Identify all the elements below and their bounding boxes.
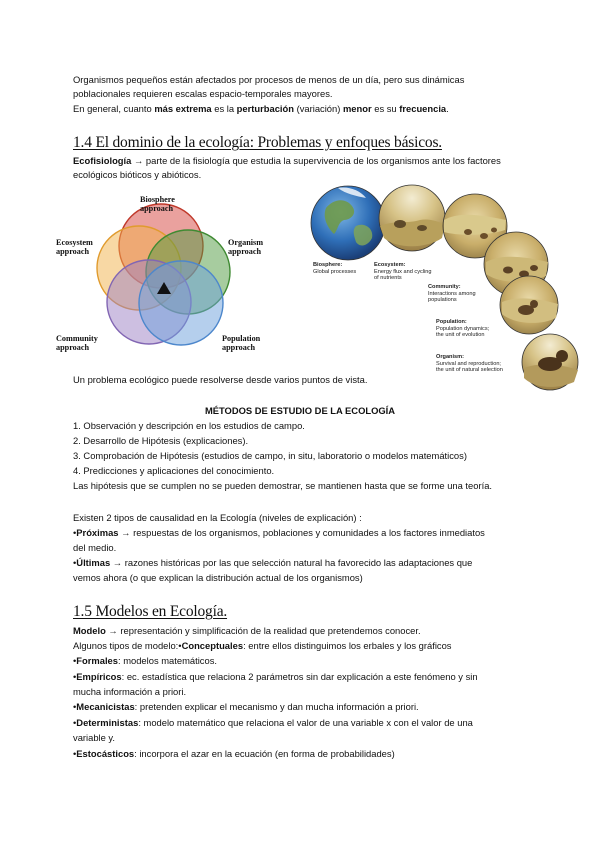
mecanicistas-term: Mecanicistas	[76, 701, 135, 712]
section-14-title: 1.4 El dominio de la ecología: Problemas y enfoques básicos.	[73, 134, 442, 151]
organism-closeup-image	[522, 334, 578, 390]
bullet: •	[178, 640, 182, 651]
model-estocasticos	[73, 747, 395, 761]
causality-proximas-line-2: del medio.	[73, 542, 117, 553]
methods-heading: MÉTODOS DE ESTUDIO DE LA ECOLOGÍA	[204, 405, 396, 416]
intro-bold: más extrema	[154, 103, 212, 114]
ultimas-term: Últimas	[76, 557, 111, 568]
intro-bold: menor	[342, 103, 372, 114]
ecofisiologia-line-1	[73, 154, 501, 168]
mecanicistas-def: : pretenden explicar el mecanismo y dan mucha información a priori.	[134, 701, 419, 712]
venn-label-line: approach	[56, 247, 90, 256]
intro-line-3	[73, 102, 449, 116]
model-empiricos-line-2: mucha información a priori.	[73, 686, 187, 697]
intro-bold: perturbación	[236, 103, 294, 114]
figure-label-desc: of nutrients	[374, 275, 402, 281]
deterministas-term: Deterministas	[76, 717, 139, 728]
causality-ultimas-line-2: vemos ahora (o que explican la distribución actual de los organismos)	[73, 572, 363, 583]
venn-label-line: approach	[228, 247, 262, 256]
model-deterministas-line-2: variable y.	[73, 732, 116, 743]
venn-label-line: approach	[222, 343, 256, 352]
modelo-term: Modelo	[73, 625, 106, 636]
section-15-title: 1.5 Modelos en Ecología.	[73, 603, 228, 620]
venn-label-biosphere	[140, 195, 175, 213]
globe-image	[311, 176, 385, 260]
ecofisiologia-line-2: ecológicos bióticos y abióticos.	[73, 169, 202, 180]
ecofisiologia-def: → parte de la fisiología que estudia la supervivencia de los organismos ante los factores	[131, 155, 501, 166]
proximas-term: Próximas	[76, 527, 119, 538]
venn-circle-population	[139, 261, 223, 345]
venn-label-line: Community	[56, 334, 98, 343]
figure-label-title: Population:	[436, 319, 467, 325]
venn-label-organism	[228, 238, 263, 256]
ecosystem-image	[379, 185, 445, 251]
venn-label-line: approach	[140, 204, 174, 213]
formales-term: Formales	[76, 655, 118, 666]
deterministas-def: : modelo matemático que relaciona el valor de una variable x con el valor de una	[138, 717, 473, 728]
estocasticos-def: : incorpora el azar en la ecuación (en forma de probabilidades)	[134, 748, 395, 759]
venn-label-community	[56, 334, 98, 352]
figure-label-desc: populations	[428, 297, 457, 303]
figure-label-desc: Interactions among	[428, 290, 476, 297]
causality-ultimas-line-1	[73, 556, 472, 570]
methods-item-2: 2. Desarrollo de Hipótesis (explicaciones).	[73, 435, 249, 446]
model-deterministas-line-1	[73, 716, 473, 730]
methods-item-3: 3. Comprobación de Hipótesis (estudios de campo, in situ, laboratorio o modelos matemáticos)	[73, 450, 467, 461]
types-intro: Algunos tipos de modelo:	[73, 640, 179, 651]
conceptuales-term: Conceptuales	[181, 640, 244, 651]
methods-item-4: 4. Predicciones y aplicaciones del conocimiento.	[73, 465, 275, 476]
modelo-definition	[73, 624, 421, 638]
modelo-def: → representación y simplificación de la realidad que pretendemos conocer.	[105, 625, 421, 636]
venn-label-ecosystem	[56, 238, 93, 256]
figure-label-organism	[436, 354, 503, 374]
bullet: •	[73, 717, 77, 728]
venn-label-population	[222, 334, 260, 352]
figure-label-desc: Population dynamics;	[436, 325, 490, 332]
methods-note: Las hipótesis que se cumplen no se pueden demostrar, se mantienen hasta que se forme una teoría.	[73, 480, 493, 491]
bullet: •	[73, 527, 77, 538]
figure-label-community	[428, 284, 476, 304]
model-mecanicistas	[73, 700, 419, 714]
intro-text: (variación)	[293, 103, 343, 114]
figure-label-desc: Global processes	[313, 268, 357, 275]
model-formales	[73, 654, 217, 668]
ecofisiologia-term: Ecofisiología	[73, 155, 132, 166]
bullet: •	[73, 671, 77, 682]
venn-label-line: approach	[56, 343, 90, 352]
empiricos-term: Empíricos	[76, 671, 122, 682]
estocasticos-term: Estocásticos	[76, 748, 135, 759]
bullet: •	[73, 655, 77, 666]
figure-label-biosphere	[313, 262, 356, 275]
figure-label-population	[436, 319, 489, 339]
figure-label-desc: Energy flux and cycling	[374, 268, 432, 275]
model-empiricos-line-1	[73, 670, 478, 684]
figure-label-title: Organism:	[436, 354, 464, 360]
intro-text: es la	[211, 103, 237, 114]
ultimas-def: → razones históricas por las que selección natural ha favorecido las adaptaciones que	[110, 557, 473, 568]
figure-label-desc: the unit of natural selection	[436, 367, 503, 373]
figure-label-title: Biosphere:	[313, 262, 343, 268]
venn-label-line: Population	[222, 334, 261, 343]
venn-label-line: Organism	[228, 238, 264, 247]
model-types-line	[73, 639, 452, 653]
figure-label-title: Ecosystem:	[374, 262, 406, 268]
venn-label-line: Ecosystem	[56, 238, 93, 247]
organism-image	[500, 276, 558, 334]
causality-proximas-line-1	[73, 526, 485, 540]
bullet: •	[73, 748, 77, 759]
methods-item-1: 1. Observación y descripción en los estudios de campo.	[73, 420, 305, 431]
formales-def: : modelos matemáticos.	[117, 655, 217, 666]
intro-line-2: poblacionales requieren escalas espacio-temporales mayores.	[73, 88, 333, 99]
intro-text: .	[446, 103, 449, 114]
empiricos-def: : ec. estadística que relaciona 2 parámetros sin dar explicación a este fenómeno y sin	[121, 671, 478, 682]
intro-line-1: Organismos pequeños están afectados por procesos de menos de un día, pero sus dinámicas	[73, 74, 465, 85]
causality-intro: Existen 2 tipos de causalidad en la Ecología (niveles de explicación) :	[73, 512, 362, 523]
intro-text: En general, cuanto	[73, 103, 155, 114]
conceptuales-def: : entre ellos distinguimos los erbales y los gráficos	[243, 640, 452, 651]
figure-label-desc: the unit of evolution	[436, 332, 485, 338]
proximas-def: → respuestas de los organismos, poblaciones y comunidades a los factores inmediatos	[118, 527, 485, 538]
intro-bold: frecuencia	[399, 103, 447, 114]
figure-caption: Un problema ecológico puede resolverse desde varios puntos de vista.	[73, 374, 368, 385]
intro-text: es su	[371, 103, 400, 114]
figure-label-ecosystem	[374, 262, 432, 282]
figure-label-desc: Survival and reproduction;	[436, 360, 501, 367]
figure-label-title: Community:	[428, 284, 461, 290]
bullet: •	[73, 701, 77, 712]
bullet: •	[73, 557, 77, 568]
venn-label-line: Biosphere	[140, 195, 175, 204]
